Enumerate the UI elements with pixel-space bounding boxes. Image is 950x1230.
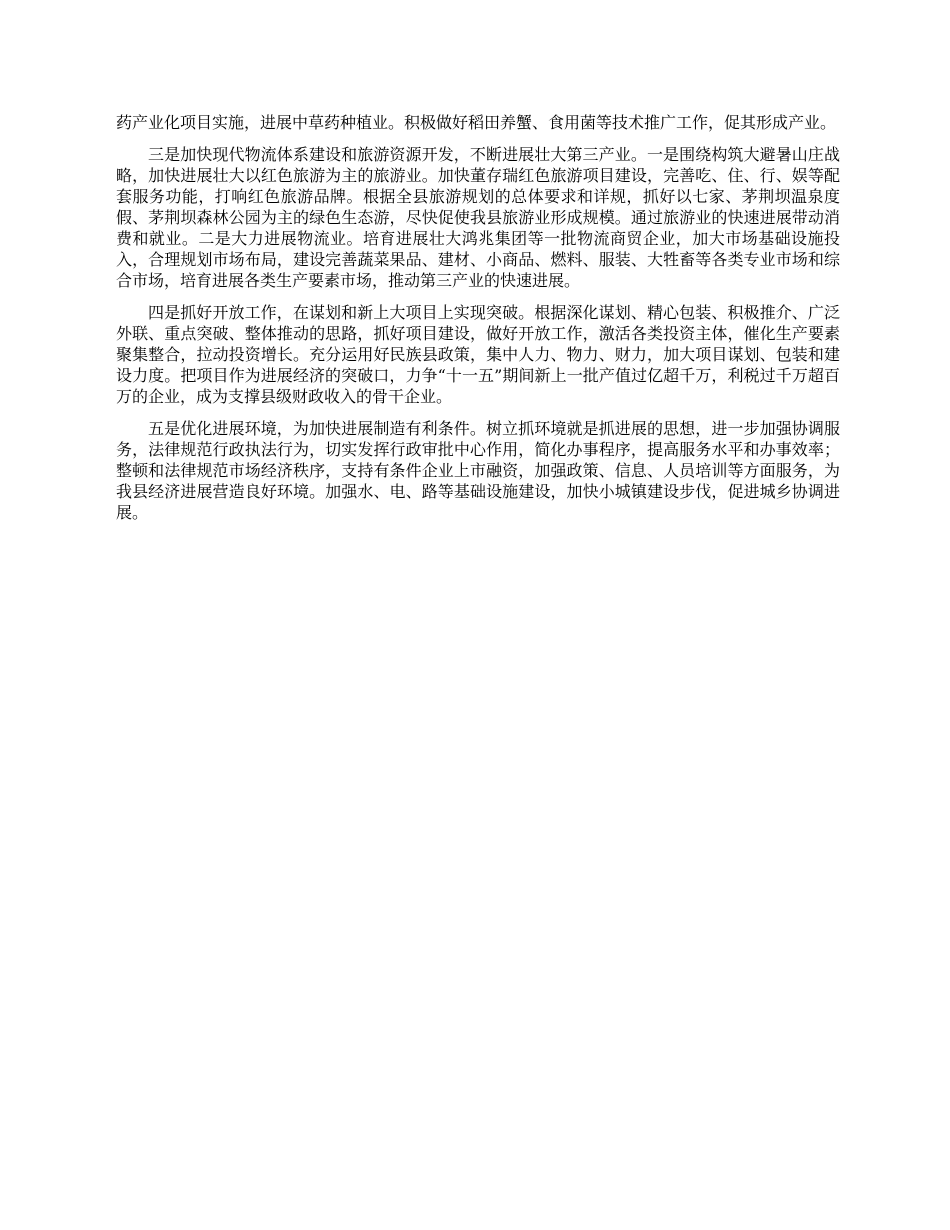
paragraph-1: 药产业化项目实施，进展中草药种植业。积极做好稻田养蟹、食用菌等技术推广工作，促其形成产业。 (116, 113, 837, 132)
paragraph-2: 三是加快现代物流体系建设和旅游资源开发，不断进展壮大第三产业。一是围绕构筑大避暑山庄战略，加快进展壮大以红色旅游为主的旅游业。加快董存瑞红色旅游项目建设，完善吃、住、行、娱等配套服务功能，打响红色旅游品牌。根据全县旅游规划的总体要求和详规，抓好以七家、茅荆坝温泉度假、茅荆坝森林公园为主的绿色生态游，尽快促使我县旅游业形成规模。通过旅游业的快速进展带动消费和就业。二是大力进展物流业。培育进展壮大鸿兆集团等一批物流商贸企业，加大市场基础设施投入，合理规划市场布局，建设完善蔬菜果品、建材、小商品、燃料、服装、大牲畜等各类专业市场和综合市场，培育进展各类生产要素市场，推动第三产业的快速进展。 (116, 145, 840, 290)
document-body (116, 112, 840, 534)
paragraph-3: 四是抓好开放工作，在谋划和新上大项目上实现突破。根据深化谋划、精心包装、积极推介、广泛外联、重点突破、整体推动的思路，抓好项目建设，做好开放工作，激活各类投资主体，催化生产要素聚集整合，拉动投资增长。充分运用好民族县政策，集中人力、物力、财力，加大项目谋划、包装和建设力度。把项目作为进展经济的突破口，力争“十一五”期间新上一批产值过亿超千万，利税过千万超百万的企业，成为支撑县级财政收入的骨干企业。 (116, 303, 840, 406)
paragraph-4: 五是优化进展环境，为加快进展制造有利条件。树立抓环境就是抓进展的思想，进一步加强协调服务，法律规范行政执法行为，切实发挥行政审批中心作用，简化办事程序，提高服务水平和办事效率；整顿和法律规范市场经济秩序，支持有条件企业上市融资，加强政策、信息、人员培训等方面服务，为我县经济进展营造良好环境。加强水、电、路等基础设施建设，加快小城镇建设步伐，促进城乡协调进展。 (116, 419, 840, 522)
